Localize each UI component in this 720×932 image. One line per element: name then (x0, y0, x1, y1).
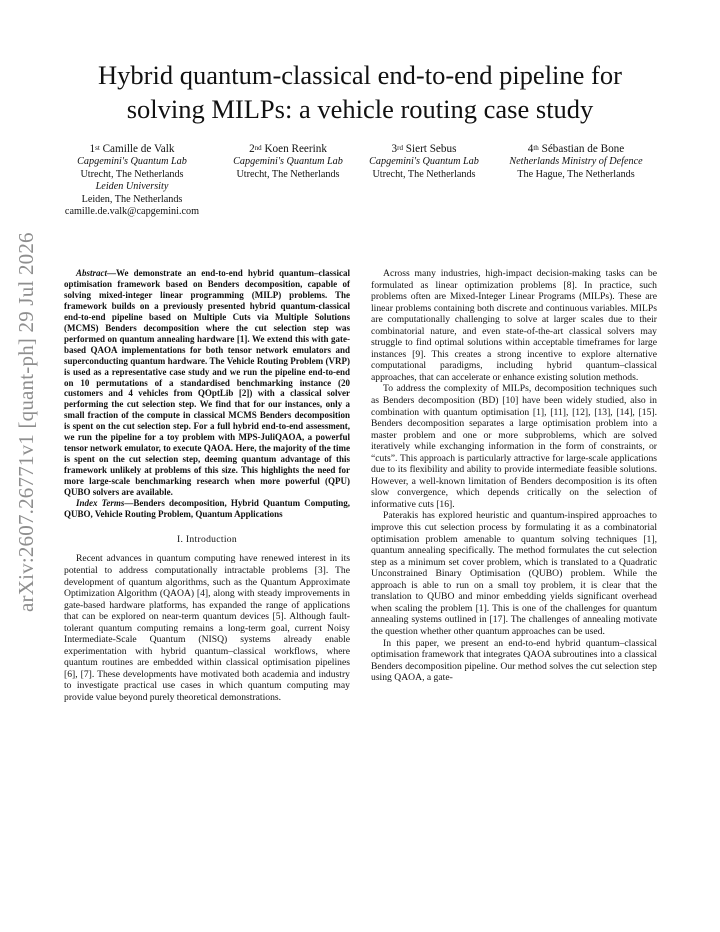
author-affiliation: Netherlands Ministry of Defence (509, 156, 643, 167)
paragraph: Paterakis has explored heuristic and quantum-inspired approaches to improve this cut selection process by formulating it as a combinatorial optimisation problem amenable to quantum solving techniques [1], quantum annealing specifically. The method formulates the cut selection step as a minimum set cover problem, which is translated to a Quadratic Unconstrained Binary Optimisation (QUBO) problem. While the approach is able to run on a small toy problem, it is clear that the translation to QUBO and minor embedding yields significant overhead when scaling the problem [1]. This is one of the challenges for quantum annealing systems outlined in [17]. The challenges of annealing motivate the question whether other quantum approaches can be used. (371, 510, 657, 637)
author-ordinal-suffix: th (533, 144, 539, 152)
abstract-text: —We demonstrate an end-to-end hybrid quantum–classical optimisation framework based on Benders decomposition, capable of solving mixed-integer linear programming (MILP) problems. The framework builds on a previously presented hybrid quantum-classical end-to-end pipeline based on Multiple Cuts via Multiple Solutions (MCMS) Benders decomposition where the cut selection step was performed on quantum annealing hardware [1]. We extend this with gate-based QAOA implementations for both tensor network emulators and superconducting quantum hardware. The Vehicle Routing Problem (VRP) is used as a representative case study and we run the pipeline end-to-end on 10 permutations of a standardised benchmarking instance (20 customers and 4 vehicles from QOptLib [2]) with a classical solver performing the cut selection step. We find that for our instances, only a small fraction of the compute in classical MCMS Benders decomposition is spent on the cut selection step. For a full hybrid end-to-end assessment, we run the pipeline for a toy problem with MPS-JuliQAOA, a powerful tensor network emulator, to execute QAOA. Here, the majority of the time is spent on the cut selection step, deeming quantum advantage of this framework unlikely at problems of this size. This highlights the need for more large-scale benchmarking research when more powerful (QPU) QUBO solvers are available. (64, 268, 350, 498)
abstract-lead: Abstract (76, 268, 108, 278)
paragraph: In this paper, we present an end-to-end hybrid quantum–classical optimisation framework that integrates QAOA subroutines into a classical Benders decomposition pipeline. Our method solves the cut selection step using QAOA, a gate- (371, 637, 657, 684)
author-3 (360, 143, 488, 181)
left-column (64, 268, 350, 704)
author-name: Siert Sebus (405, 143, 457, 155)
author-location: The Hague, The Netherlands (517, 168, 635, 180)
author-2 (224, 143, 352, 181)
author-location: Utrecht, The Netherlands (236, 168, 340, 180)
paragraph: Across many industries, high-impact decision-making tasks can be formulated as linear optimization problems [8]. In practice, such problems often are Mixed-Integer Linear Programs (MILPs). These are linear problems containing both discrete and continuous variables. MILPs are computationally challenging to solve at larger scales due to their combinatorial nature, and even state-of-the-art classical solvers may struggle to find optimal solutions within acceptable timeframes for large instances [9]. This creates a strong incentive to explore alternative computational paradigms, including hybrid quantum–classical approaches, that can accelerate or enhance existing solution methods. (371, 268, 657, 383)
author-affiliation: Capgemini's Quantum Lab (233, 156, 343, 167)
author-4 (496, 143, 656, 181)
author-affiliation: Capgemini's Quantum Lab (369, 156, 479, 167)
arxiv-sidebar-id: arXiv:2607.26771v1 [quant-ph] 29 Jul 2026 (14, 232, 38, 612)
index-terms-text: —Benders decomposition, Hybrid Quantum Computing, QUBO, Vehicle Routing Problem, Quantum Applications (64, 498, 350, 519)
author-location: Utrecht, The Netherlands (80, 168, 184, 180)
paragraph: Recent advances in quantum computing have renewed interest in its potential to address computationally intractable problems [3]. The development of quantum algorithms, such as the Quantum Approximate Optimization Algorithm (QAOA) [4], along with steady improvements in gate-based hardware platforms, has expanded the range of applications that can be explored on near-term quantum devices [5]. Although fault-tolerant quantum computing remains a long-term goal, current Noisy Intermediate-Scale Quantum (NISQ) systems already enable experimentation with hybrid quantum–classical workflows, where quantum routines are embedded within classical optimisation pipelines [6], [7]. These developments have motivated both academia and industry to investigate practical use cases in which quantum computing may provide value beyond purely theoretical demonstrations. (64, 553, 350, 704)
author-1 (52, 143, 212, 219)
index-terms-lead: Index Terms (76, 498, 125, 509)
author-ordinal: 3 (391, 143, 398, 155)
author-ordinal-suffix: nd (254, 144, 262, 152)
author-name: Camille de Valk (102, 143, 175, 155)
author-name: Sébastian de Bone (541, 143, 625, 155)
author-block (52, 143, 682, 243)
right-column (371, 268, 657, 684)
author-ordinal: 2 (249, 143, 255, 155)
author-ordinal: 1 (89, 143, 96, 155)
author-location: Utrecht, The Netherlands (372, 168, 476, 180)
section-heading-introduction: I. Introduction (176, 533, 238, 545)
author-ordinal: 4 (527, 143, 534, 155)
author-affiliation-2: Leiden University (95, 181, 169, 193)
author-location-2: Leiden, The Netherlands (81, 193, 183, 205)
author-email: camille.de.valk@capgemini.com (64, 206, 200, 218)
author-ordinal-suffix: rd (397, 144, 403, 152)
paper-title-line-1: Hybrid quantum-classical end-to-end pipeline for (98, 60, 622, 90)
abstract (64, 268, 350, 498)
paper-title (40, 58, 680, 126)
paper-title-line-2: solving MILPs: a vehicle routing case study (126, 94, 594, 124)
author-ordinal-suffix: st (95, 144, 100, 152)
paragraph: To address the complexity of MILPs, decomposition techniques such as Benders decomposition (BD) [10] have been widely studied, also in combination with quantum optimisation [1], [11], [12], [13], [14], [15]. Benders decomposition separates a large optimisation problem into a master problem and one or more subproblems, which are solved iteratively while exchanging information in the form of constraints, or “cuts”. This approach is particularly attractive for large-scale applications due to its flexibility and ability to provide intermediate feasible solutions. However, a well-known limitation of Benders decomposition is its often slow convergence, which depends critically on the selection of informative cuts [16]. (371, 383, 657, 510)
author-name: Koen Reerink (264, 143, 327, 155)
author-affiliation: Capgemini's Quantum Lab (77, 156, 187, 167)
index-terms (64, 498, 350, 520)
